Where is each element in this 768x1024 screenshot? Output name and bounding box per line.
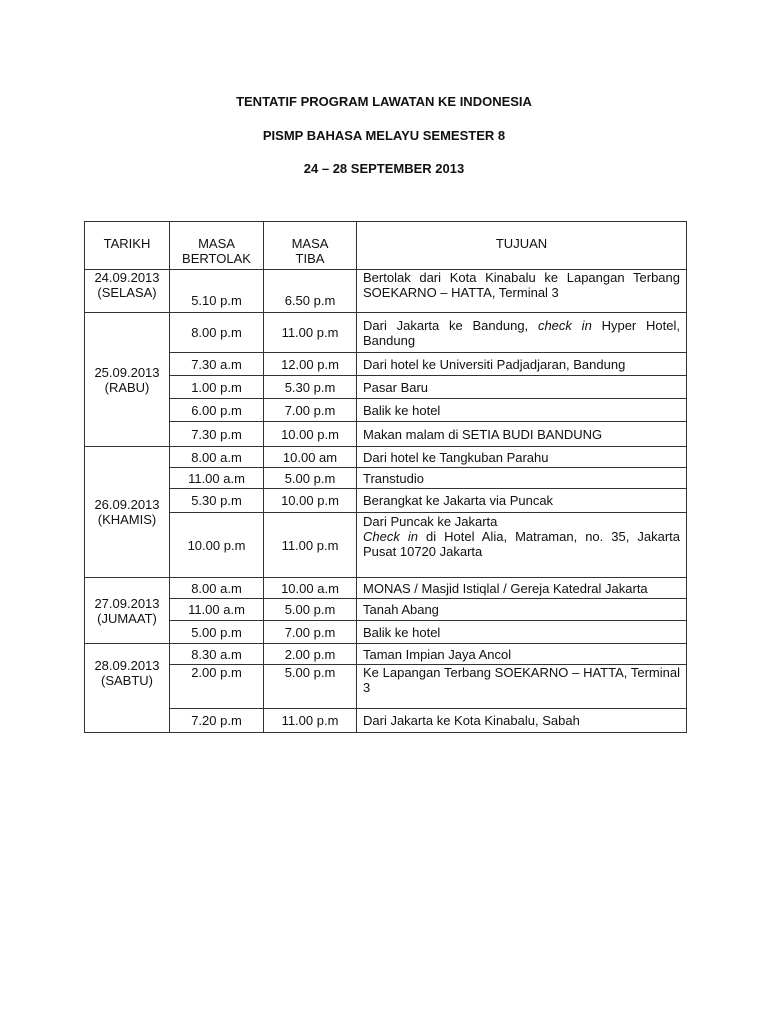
date-cell: 28.09.2013 (SABTU) (85, 644, 170, 733)
table-row (85, 376, 687, 399)
dest-cell: Berangkat ke Jakarta via Puncak (357, 489, 687, 513)
dest-cell: Balik ke hotel (357, 399, 687, 422)
dest-cell: Tanah Abang (357, 599, 687, 621)
arrive-cell: 7.00 p.m (264, 621, 357, 644)
depart-cell: 11.00 a.m (170, 468, 264, 489)
dest-cell: Taman Impian Jaya Ancol (357, 644, 687, 665)
table-row (85, 644, 687, 665)
arrive-cell: 10.00 p.m (264, 422, 357, 447)
depart-cell: 5.30 p.m (170, 489, 264, 513)
document-subtitle: PISMP BAHASA MELAYU SEMESTER 8 (262, 128, 506, 143)
date-cell: 26.09.2013 (KHAMIS) (85, 447, 170, 578)
table-row (85, 578, 687, 599)
depart-cell: 8.30 a.m (170, 644, 264, 665)
depart-cell: 10.00 p.m (170, 513, 264, 578)
arrive-cell: 7.00 p.m (264, 399, 357, 422)
header-masa-bertolak: MASA BERTOLAK (170, 222, 264, 270)
header-tarikh: TARIKH (85, 222, 170, 270)
table-row (85, 599, 687, 621)
depart-cell: 7.30 a.m (170, 353, 264, 376)
table-row (85, 468, 687, 489)
table-row (85, 270, 687, 313)
table-row (85, 447, 687, 468)
arrive-cell: 11.00 p.m (264, 313, 357, 353)
date-cell: 27.09.2013 (JUMAAT) (85, 578, 170, 644)
arrive-cell: 11.00 p.m (264, 709, 357, 733)
depart-cell: 2.00 p.m (170, 665, 264, 709)
depart-cell: 6.00 p.m (170, 399, 264, 422)
dest-cell: Pasar Baru (357, 376, 687, 399)
document-title: TENTATIF PROGRAM LAWATAN KE INDONESIA (236, 94, 532, 109)
schedule-table (84, 221, 687, 733)
depart-cell: 5.10 p.m (170, 270, 264, 313)
arrive-cell: 6.50 p.m (264, 270, 357, 313)
table-row (85, 353, 687, 376)
dest-cell: Dari Jakarta ke Bandung, check in Hyper Hotel, Bandung (357, 313, 687, 353)
header-row (85, 222, 687, 270)
dest-cell: Ke Lapangan Terbang SOEKARNO – HATTA, Terminal 3 (357, 665, 687, 709)
arrive-cell: 10.00 a.m (264, 578, 357, 599)
dest-cell: MONAS / Masjid Istiqlal / Gereja Katedral Jakarta (357, 578, 687, 599)
dest-cell: Transtudio (357, 468, 687, 489)
date-cell: 25.09.2013 (RABU) (85, 313, 170, 447)
depart-cell: 7.20 p.m (170, 709, 264, 733)
table-row (85, 709, 687, 733)
document-dates: 24 – 28 SEPTEMBER 2013 (303, 161, 465, 176)
arrive-cell: 2.00 p.m (264, 644, 357, 665)
table-row (85, 621, 687, 644)
depart-cell: 7.30 p.m (170, 422, 264, 447)
dest-cell: Balik ke hotel (357, 621, 687, 644)
arrive-cell: 5.00 p.m (264, 468, 357, 489)
arrive-cell: 10.00 am (264, 447, 357, 468)
dest-cell: Dari hotel ke Tangkuban Parahu (357, 447, 687, 468)
depart-cell: 5.00 p.m (170, 621, 264, 644)
table-row (85, 399, 687, 422)
depart-cell: 8.00 a.m (170, 578, 264, 599)
dest-cell: Dari Jakarta ke Kota Kinabalu, Sabah (357, 709, 687, 733)
table-row (85, 422, 687, 447)
depart-cell: 11.00 a.m (170, 599, 264, 621)
depart-cell: 8.00 p.m (170, 313, 264, 353)
dest-cell: Bertolak dari Kota Kinabalu ke Lapangan Terbang SOEKARNO – HATTA, Terminal 3 (357, 270, 687, 313)
dest-cell: Dari Puncak ke Jakarta Check in di Hotel Alia, Matraman, no. 35, Jakarta Pusat 10720 Jakarta (357, 513, 687, 578)
header-tujuan: TUJUAN (357, 222, 687, 270)
header-masa-tiba: MASA TIBA (264, 222, 357, 270)
arrive-cell: 5.00 p.m (264, 599, 357, 621)
depart-cell: 8.00 a.m (170, 447, 264, 468)
table-row (85, 313, 687, 353)
dest-cell: Dari hotel ke Universiti Padjadjaran, Bandung (357, 353, 687, 376)
arrive-cell: 11.00 p.m (264, 513, 357, 578)
dest-cell: Makan malam di SETIA BUDI BANDUNG (357, 422, 687, 447)
arrive-cell: 5.00 p.m (264, 665, 357, 709)
date-cell: 24.09.2013 (SELASA) (85, 270, 170, 313)
table-row (85, 513, 687, 578)
arrive-cell: 12.00 p.m (264, 353, 357, 376)
table-row (85, 489, 687, 513)
depart-cell: 1.00 p.m (170, 376, 264, 399)
arrive-cell: 5.30 p.m (264, 376, 357, 399)
arrive-cell: 10.00 p.m (264, 489, 357, 513)
table-row (85, 665, 687, 709)
